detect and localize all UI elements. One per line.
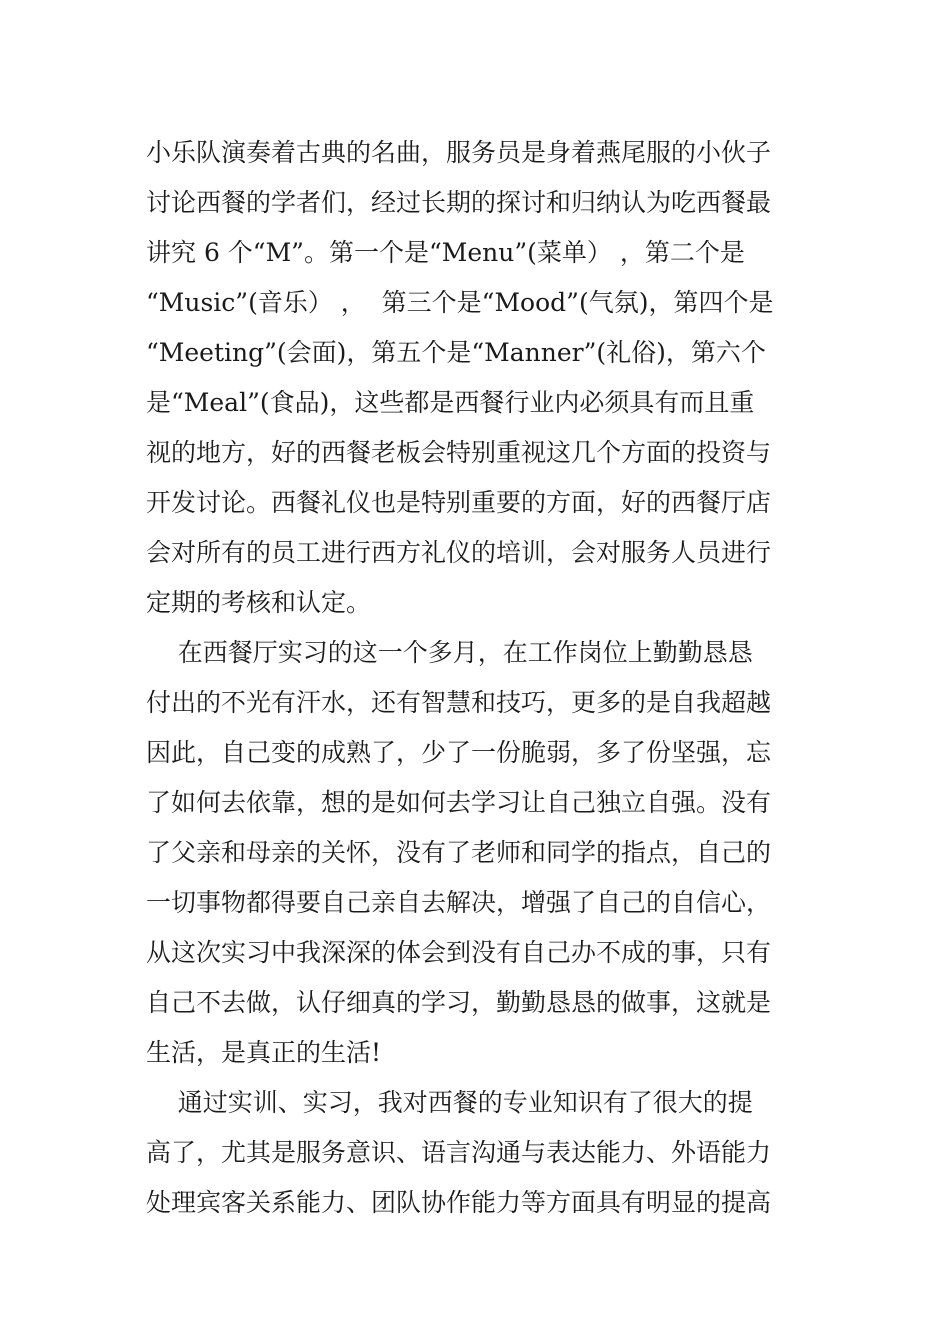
text-line: 通过实训、实习，我对西餐的专业知识有了很大的提 bbox=[146, 1088, 753, 1117]
paragraph-internship-reflection bbox=[146, 628, 816, 1078]
text-line: 开发讨论。西餐礼仪也是特别重要的方面，好的西餐厅店 bbox=[146, 488, 772, 517]
text-line: 处理宾客关系能力、团队协作能力等方面具有明显的提高 bbox=[146, 1188, 772, 1217]
document-body bbox=[146, 128, 816, 1228]
text-line: “Meeting”(会面)，第五个是“Manner”(礼俗)，第六个 bbox=[146, 338, 766, 367]
text-line: 了父亲和母亲的关怀，没有了老师和同学的指点，自己的 bbox=[146, 838, 772, 867]
text-line: 高了，尤其是服务意识、语言沟通与表达能力、外语能力 bbox=[146, 1138, 772, 1167]
text-line: 小乐队演奏着古典的名曲，服务员是身着燕尾服的小伙子 bbox=[146, 138, 772, 167]
text-line: 自己不去做，认仔细真的学习，勤勤恳恳的做事，这就是 bbox=[146, 988, 772, 1017]
text-line: 会对所有的员工进行西方礼仪的培训，会对服务人员进行 bbox=[146, 538, 772, 567]
paragraph-training-improvement bbox=[146, 1078, 816, 1228]
text-line: 视的地方，好的西餐老板会特别重视这几个方面的投资与 bbox=[146, 438, 772, 467]
text-line: “Music”(音乐） ， 第三个是“Mood”(气氛)，第四个是 bbox=[146, 288, 774, 317]
text-line: 因此，自己变的成熟了，少了一份脆弱，多了份坚强，忘 bbox=[146, 738, 772, 767]
text-line: 是“Meal”(食品)，这些都是西餐行业内必须具有而且重 bbox=[146, 388, 755, 417]
text-line: 讨论西餐的学者们，经过长期的探讨和归纳认为吃西餐最 bbox=[146, 188, 772, 217]
paragraph-menu-etiquette bbox=[146, 128, 816, 628]
text-line: 定期的考核和认定。 bbox=[146, 588, 372, 617]
text-line: 在西餐厅实习的这一个多月，在工作岗位上勤勤恳恳 bbox=[146, 638, 753, 667]
text-line: 讲究 6 个“M”。第一个是“Menu”(菜单） ，第二个是 bbox=[146, 238, 745, 267]
text-line: 一切事物都得要自己亲自去解决，增强了自己的自信心， bbox=[146, 888, 772, 917]
text-line: 付出的不光有汗水，还有智慧和技巧，更多的是自我超越 bbox=[146, 688, 772, 717]
text-line: 了如何去依靠，想的是如何去学习让自己独立自强。没有 bbox=[146, 788, 772, 817]
text-line: 从这次实习中我深深的体会到没有自己办不成的事，只有 bbox=[146, 938, 772, 967]
text-line: 生活，是真正的生活! bbox=[146, 1038, 382, 1067]
